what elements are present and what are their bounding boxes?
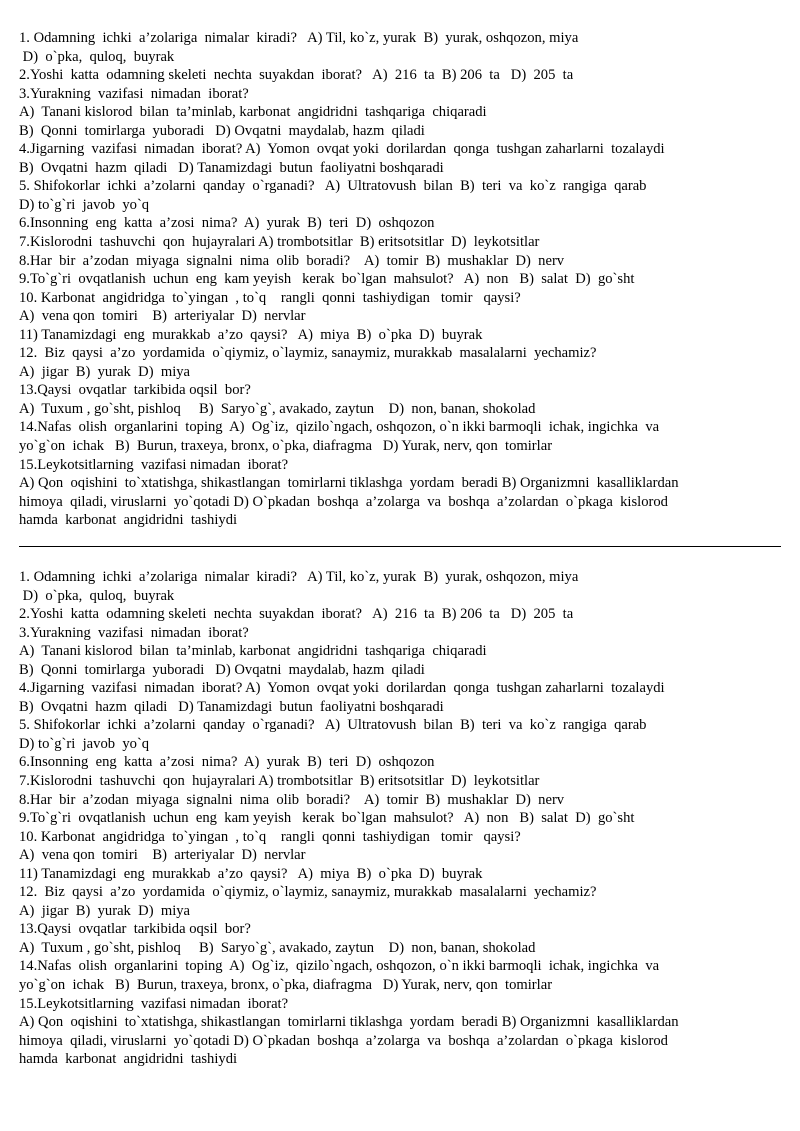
- question-line: 7.Kislorodni tashuvchi qon hujayralari A) trombotsitlar B) eritsotsitlar D) leykotsitlar: [19, 234, 540, 251]
- question-line: hamda karbonat angidridni tashiydi: [19, 512, 238, 529]
- question-line: D) to`g`ri javob yo`q: [19, 735, 150, 752]
- question-line: B) Qonni tomirlarga yuboradi D) Ovqatni maydalab, hazm qiladi: [19, 122, 425, 139]
- question-line: A) Qon oqishini to`xtatishga, shikastlangan tomirlarni tiklashga yordam beradi B) Organizmni kasalliklardan: [19, 475, 679, 492]
- question-line: hamda karbonat angidridni tashiydi: [19, 1051, 238, 1068]
- question-line: 15.Leykotsitlarning vazifasi nimadan iborat?: [19, 995, 289, 1012]
- question-line: 6.Insonning eng katta a’zosi nima? A) yurak B) teri D) oshqozon: [19, 215, 435, 232]
- question-line: D) o`pka, quloq, buyrak: [19, 48, 175, 65]
- question-line: 9.To`g`ri ovqatlanish uchun eng kam yeyish kerak bo`lgan mahsulot? A) non B) salat D) go`sht: [19, 810, 635, 827]
- question-line: 8.Har bir a’zodan miyaga signalni nima olib boradi? A) tomir B) mushaklar D) nerv: [19, 252, 565, 269]
- question-line: 2.Yoshi katta odamning skeleti nechta suyakdan iborat? A) 216 ta B) 206 ta D) 205 ta: [19, 606, 574, 623]
- question-line: 4.Jigarning vazifasi nimadan iborat? A) Yomon ovqat yoki dorilardan qonga tushgan zaharlarni tozalaydi: [19, 141, 665, 158]
- question-line: A) Qon oqishini to`xtatishga, shikastlangan tomirlarni tiklashga yordam beradi B) Organizmni kasalliklardan: [19, 1014, 679, 1031]
- question-line: himoya qiladi, viruslarni yo`qotadi D) O`pkadan boshqa a’zolarga va boshqa a’zolardan o`pkaga kislorod: [19, 493, 668, 510]
- question-line: 1. Odamning ichki a’zolariga nimalar kiradi? A) Til, ko`z, yurak B) yurak, oshqozon, miya: [19, 30, 579, 46]
- question-line: 11) Tanamizdagi eng murakkab a’zo qaysi? A) miya B) o`pka D) buyrak: [19, 865, 483, 882]
- question-line: D) to`g`ri javob yo`q: [19, 196, 150, 213]
- question-line: A) vena qon tomiri B) arteriyalar D) nervlar: [19, 847, 306, 864]
- question-line: 10. Karbonat angidridga to`yingan , to`q rangli qonni tashiydigan tomir qaysi?: [19, 289, 521, 306]
- question-line: 12. Biz qaysi a’zo yordamida o`qiymiz, o`laymiz, sanaymiz, murakkab masalalarni yechamiz?: [19, 345, 597, 362]
- question-line: A) jigar B) yurak D) miya: [19, 363, 191, 380]
- question-line: A) Tuxum , go`sht, pishloq B) Saryo`g`, avakado, zaytun D) non, banan, shokolad: [19, 400, 536, 417]
- question-line: 7.Kislorodni tashuvchi qon hujayralari A) trombotsitlar B) eritsotsitlar D) leykotsitlar: [19, 773, 540, 790]
- question-line: 4.Jigarning vazifasi nimadan iborat? A) Yomon ovqat yoki dorilardan qonga tushgan zaharlarni tozalaydi: [19, 680, 665, 697]
- question-line: 9.To`g`ri ovqatlanish uchun eng kam yeyish kerak bo`lgan mahsulot? A) non B) salat D) go`sht: [19, 271, 635, 288]
- question-line: 11) Tanamizdagi eng murakkab a’zo qaysi? A) miya B) o`pka D) buyrak: [19, 326, 483, 343]
- worksheet-copy-top: [19, 29, 789, 530]
- question-line: 6.Insonning eng katta a’zosi nima? A) yurak B) teri D) oshqozon: [19, 754, 435, 771]
- question-line: A) Tuxum , go`sht, pishloq B) Saryo`g`, avakado, zaytun D) non, banan, shokolad: [19, 939, 536, 956]
- question-line: 3.Yurakning vazifasi nimadan iborat?: [19, 624, 249, 641]
- question-line: D) o`pka, quloq, buyrak: [19, 587, 175, 604]
- question-line: 12. Biz qaysi a’zo yordamida o`qiymiz, o`laymiz, sanaymiz, murakkab masalalarni yechamiz?: [19, 884, 597, 901]
- question-line: 14.Nafas olish organlarini toping A) Og`iz, qizilo`ngach, oshqozon, o`n ikki barmoqli ichak, ingichka va: [19, 419, 660, 436]
- question-line: 2.Yoshi katta odamning skeleti nechta suyakdan iborat? A) 216 ta B) 206 ta D) 205 ta: [19, 67, 574, 84]
- question-line: A) jigar B) yurak D) miya: [19, 902, 191, 919]
- question-line: 3.Yurakning vazifasi nimadan iborat?: [19, 85, 249, 102]
- cut-line-divider: [19, 546, 781, 547]
- question-line: B) Ovqatni hazm qiladi D) Tanamizdagi butun faoliyatni boshqaradi: [19, 698, 444, 715]
- question-line: 13.Qaysi ovqatlar tarkibida oqsil bor?: [19, 921, 251, 938]
- question-line: 13.Qaysi ovqatlar tarkibida oqsil bor?: [19, 382, 251, 399]
- question-line: 15.Leykotsitlarning vazifasi nimadan iborat?: [19, 456, 289, 473]
- question-line: A) Tanani kislorod bilan ta’minlab, karbonat angidridni tashqariga chiqaradi: [19, 104, 487, 121]
- question-line: B) Qonni tomirlarga yuboradi D) Ovqatni maydalab, hazm qiladi: [19, 661, 425, 678]
- question-line: himoya qiladi, viruslarni yo`qotadi D) O`pkadan boshqa a’zolarga va boshqa a’zolardan o`pkaga kislorod: [19, 1032, 668, 1049]
- question-line: 1. Odamning ichki a’zolariga nimalar kiradi? A) Til, ko`z, yurak B) yurak, oshqozon, miya: [19, 569, 579, 585]
- question-line: 8.Har bir a’zodan miyaga signalni nima olib boradi? A) tomir B) mushaklar D) nerv: [19, 791, 565, 808]
- question-line: 5. Shifokorlar ichki a’zolarni qanday o`rganadi? A) Ultratovush bilan B) teri va ko`z rangiga qarab: [19, 717, 647, 734]
- question-line: yo`g`on ichak B) Burun, traxeya, bronx, o`pka, diafragma D) Yurak, nerv, qon tomirlar: [19, 438, 553, 455]
- question-line: 14.Nafas olish organlarini toping A) Og`iz, qizilo`ngach, oshqozon, o`n ikki barmoqli ichak, ingichka va: [19, 958, 660, 975]
- question-line: B) Ovqatni hazm qiladi D) Tanamizdagi butun faoliyatni boshqaradi: [19, 159, 444, 176]
- question-line: A) vena qon tomiri B) arteriyalar D) nervlar: [19, 308, 306, 325]
- question-line: 10. Karbonat angidridga to`yingan , to`q rangli qonni tashiydigan tomir qaysi?: [19, 828, 521, 845]
- question-line: A) Tanani kislorod bilan ta’minlab, karbonat angidridni tashqariga chiqaradi: [19, 643, 487, 660]
- worksheet-copy-bottom: [19, 568, 789, 1069]
- question-line: yo`g`on ichak B) Burun, traxeya, bronx, o`pka, diafragma D) Yurak, nerv, qon tomirlar: [19, 977, 553, 994]
- question-line: 5. Shifokorlar ichki a’zolarni qanday o`rganadi? A) Ultratovush bilan B) teri va ko`z rangiga qarab: [19, 178, 647, 195]
